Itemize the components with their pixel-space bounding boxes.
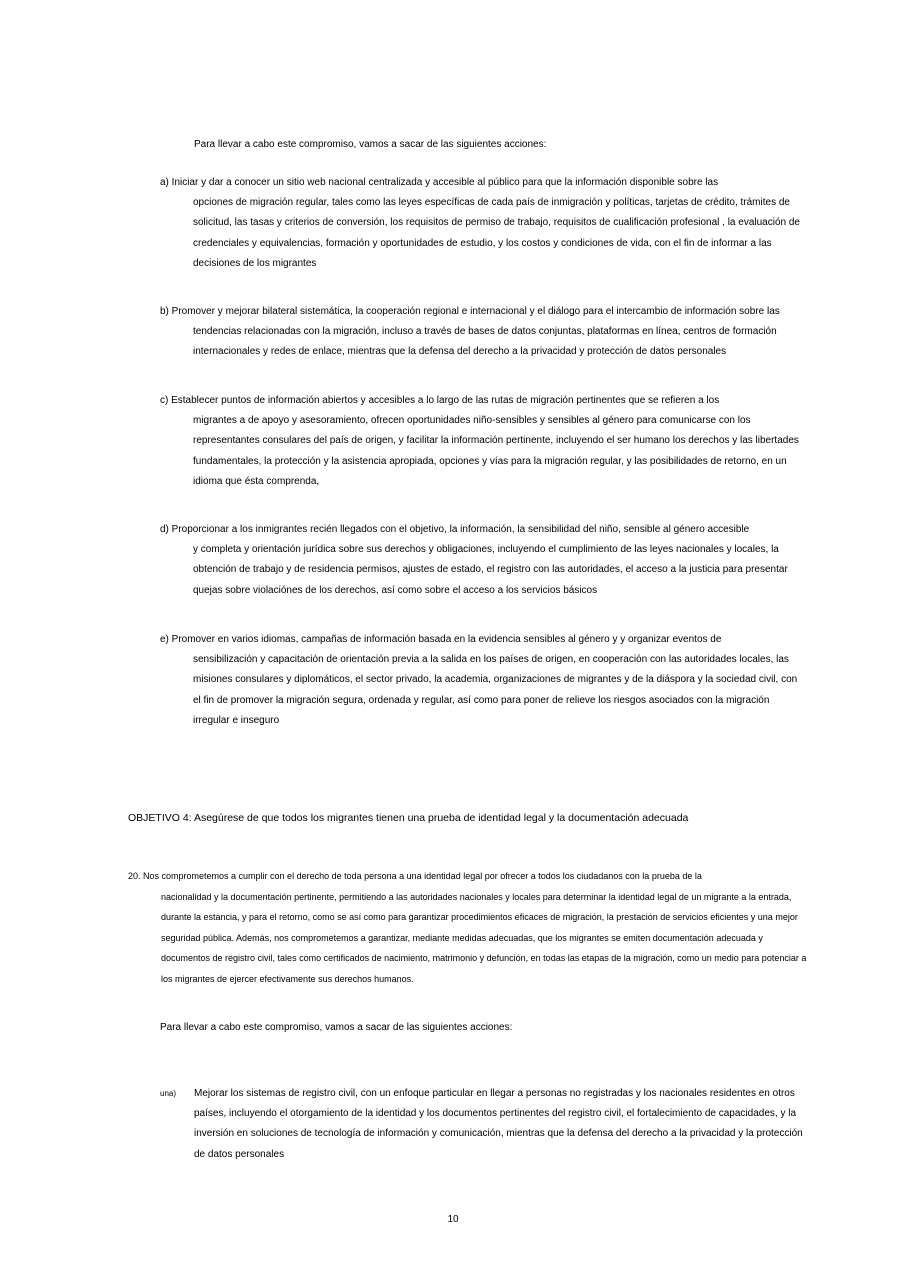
paragraph-20-first-line: 20. Nos comprometemos a cumplir con el derecho de toda persona a una identidad legal por ofrecer a todos los ciudadanos con la prueba de la [128,871,702,881]
action-item-a-first-line: a) Iniciar y dar a conocer un sitio web nacional centralizada y accesible al público para que la información disponible sobre las [160,177,719,188]
paragraph-20-continuation: nacionalidad y la documentación pertinente, permitiendo a las autoridades nacionales y locales para determinar la identidad legal de un migrante a la entrada, durante la estancia, y para el retorno, como se así como para garantizar procedimientos eficaces de migración, la prestación de servicios eficientes y una mejor seguridad pública. Además, nos comprometemos a garantizar, mediante medidas adecuadas, que los migrantes se emiten documentación adecuada y documentos de registro civil, tales como certificados de nacimiento, matrimonio y defunción, en todas las etapas de la migración, como un medio para potenciar a los migrantes de ejercer efectivamente sus derechos humanos. [161,891,807,984]
action-item-a-continuation: opciones de migración regular, tales como las leyes específicas de cada país de inmigración y políticas, tarjetas de crédito, trámites de solicitud, las tasas y criterios de conversión, los requisitos de permiso de trabajo, requisitos de cualificación profesional , la evaluación de credenciales y equivalencias, formación y oportunidades de estudio, y los costos y condiciones de vida, con el fin de informar a las decisiones de los migrantes [193,197,800,269]
action-item-una-text: Mejorar los sistemas de registro civil, con un enfoque particular en llegar a personas no registradas y los nacionales residentes en otros países, incluyendo el otorgamiento de la identidad y los documentos pertinentes del registro civil, el fortalecimiento de capacidades, y la inversión en soluciones de tecnología de información y comunicación, mientras que la defensa del derecho a la privacidad y la protección de datos personales [194,1088,803,1160]
action-item-e-continuation: sensibilización y capacitación de orientación previa a la salida en los países de origen, en cooperación con las autoridades locales, las misiones consulares y diplomáticos, el sector privado, la academia, organizaciones de migrantes y de la diáspora y la sociedad civil, con el fin de promover la migración segura, ordenada y regular, así como para poner de relieve los riesgos asociados con la migración irregular e inseguro [193,654,798,726]
action-item-d-continuation: y completa y orientación jurídica sobre sus derechos y obligaciones, incluyendo el cumplimiento de las leyes nacionales y locales, la obtención de trabajo y de residencia permisos, ajustes de estado, el registro con las autoridades, el acceso a la justicia para presentar quejas sobre violaciónes de los derechos, así como sobre el acceso a los servicios básicos [193,544,788,596]
intro-paragraph-1: Para llevar a cabo este compromiso, vamos a sacar de las siguientes acciones: [194,139,547,150]
action-item-b [160,302,806,363]
action-item-d-first-line: d) Proporcionar a los inmigrantes recién llegados con el objetivo, la información, la sensibilidad del niño, sensible al género accesible [160,524,750,535]
action-item-e [160,630,806,731]
page-number: 10 [447,1214,459,1225]
action-item-una [160,1084,806,1165]
action-item-e-first-line: e) Promover en varios idiomas, campañas de información basada en la evidencia sensibles al género y y organizar eventos de [160,634,722,645]
intro-paragraph-2: Para llevar a cabo este compromiso, vamos a sacar de las siguientes acciones: [160,1022,513,1033]
action-item-c-first-line: c) Establecer puntos de información abiertos y accesibles a lo largo de las rutas de migración pertinentes que se refieren a los [160,395,720,406]
action-item-d [160,520,806,601]
paragraph-20 [128,866,808,990]
action-item-una-marker: una) [160,1089,177,1098]
action-item-a [160,173,806,274]
objective-heading: OBJETIVO 4: Asegúrese de que todos los migrantes tienen una prueba de identidad legal y la documentación adecuada [128,812,689,824]
action-item-c [160,391,806,492]
action-item-b-continuation: tendencias relacionadas con la migración, incluso a través de bases de datos conjuntas, plataformas en línea, centros de formación internacionales y redes de enlace, mientras que la defensa del derecho a la privacidad y protección de datos personales [193,326,777,358]
action-item-c-continuation: migrantes a de apoyo y asesoramiento, ofrecen oportunidades niño-sensibles y sensibles al género para comunicarse con los representantes consulares del país de origen, y facilitar la información pertinente, incluyendo el ser humano los derechos y las libertades fundamentales, la protección y la asistencia apropiada, opciones y vías para la migración regular, y las posibilidades de retorno, en un idioma que ésta comprenda, [193,415,799,487]
action-item-b-first-line: b) Promover y mejorar bilateral sistemática, la cooperación regional e internacional y el diálogo para el intercambio de información sobre las [160,306,780,317]
